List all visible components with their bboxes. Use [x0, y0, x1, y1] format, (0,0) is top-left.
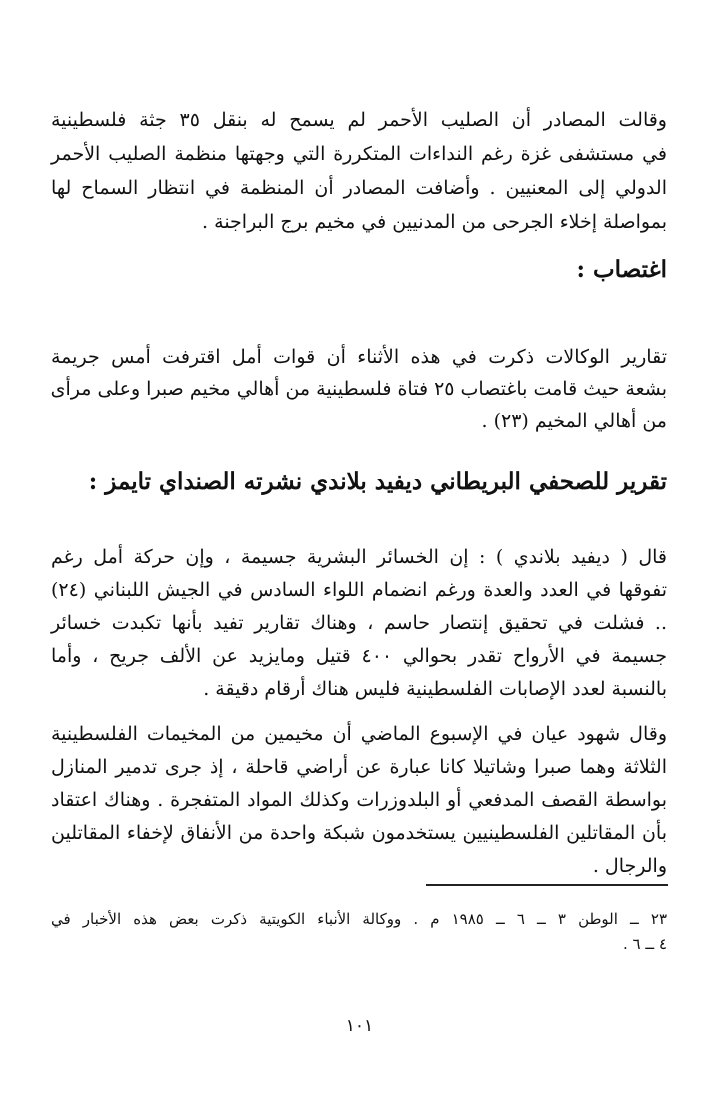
paragraph-line: تقارير الوكالات ذكرت في هذه الأثناء أن قوات أمل اقترفت أمس جريمة [51, 346, 668, 368]
footnote-line: ٤ ــ ٦ . [623, 935, 667, 953]
paragraph-line: بمواصلة إخلاء الجرحى من المدنيين في مخيم برج البراجنة . [202, 211, 667, 233]
paragraph-line: بأن المقاتلين الفلسطينيين يستخدمون شبكة واحدة من الأنفاق لإخفاء المقاتلين [51, 822, 667, 844]
section-heading-rape: اغتصاب : [576, 256, 667, 283]
footnote-divider [426, 884, 668, 886]
paragraph-line: بالنسبة لعدد الإصابات الفلسطينية فليس هناك أرقام دقيقة . [203, 678, 667, 700]
paragraph-line: وقال شهود عيان في الإسبوع الماضي أن مخيمين من المخيمات الفلسطينية [51, 723, 667, 745]
paragraph-line: من أهالي المخيم (٢٣) . [481, 410, 667, 432]
paragraph-line: جسيمة في الأرواح تقدر بحوالي ٤٠٠ قتيل ومايزيد عن الألف جريح ، وأما [51, 645, 667, 667]
footnote-line: ٢٣ ــ الوطن ٣ ــ ٦ ــ ١٩٨٥ م . ووكالة الأنباء الكويتية ذكرت بعض هذه الأخبار في [51, 910, 668, 928]
paragraph-line: .. فشلت في تحقيق إنتصار حاسم ، وهناك تقارير تفيد بأنها تكبدت خسائر [51, 612, 667, 634]
paragraph-line: بشعة حيث قامت باغتصاب ٢٥ فتاة فلسطينية من أهالي مخيم صبرا وعلى مرأى [50, 378, 667, 400]
section-heading-sunday-times: تقرير للصحفي البريطاني ديفيد بلاندي نشرته الصنداي تايمز : [88, 468, 667, 495]
paragraph-line: في مستشفى غزة رغم النداءات المتكررة التي وجهتها منظمة الصليب الأحمر [51, 143, 667, 165]
paragraph-line: تفوقها في العدد والعدة ورغم انضمام اللواء السادس في الجيش اللبناني (٢٤) [51, 579, 667, 601]
paragraph-line: الدولي إلى المعنيين . وأضافت المصادر أن المنظمة في انتظار السماح لها [51, 177, 667, 199]
paragraph-line: والرجال . [592, 855, 667, 877]
paragraph-line: قال ( ديفيد بلاندي ) : إن الخسائر البشرية جسيمة ، وإن حركة أمل رغم [51, 546, 667, 568]
paragraph-line: وقالت المصادر أن الصليب الأحمر لم يسمح له بنقل ٣٥ جثة فلسطينية [51, 109, 667, 131]
paragraph-line: بواسطة القصف المدفعي أو البلدوزرات وكذلك المواد المتفجرة . وهناك اعتقاد [51, 789, 667, 811]
paragraph-line: الثلاثة وهما صبرا وشاتيلا كانا عبارة عن أراضي قاحلة ، إذ جرى تدمير المنازل [51, 756, 667, 778]
page-number: ١٠١ [345, 1016, 374, 1036]
